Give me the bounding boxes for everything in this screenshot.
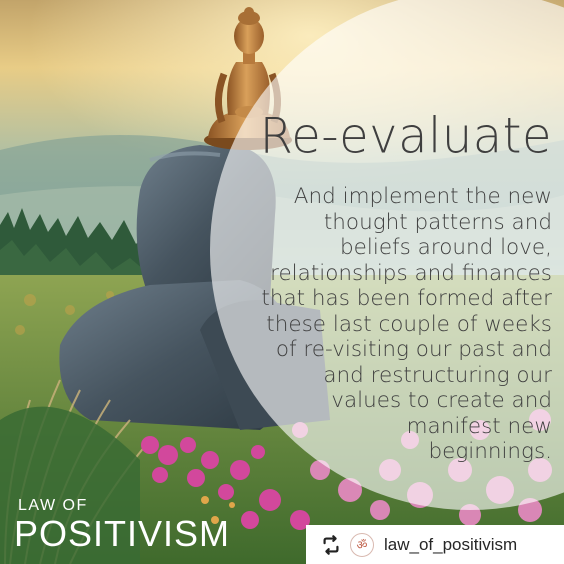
body-line: beliefs around love, — [340, 235, 552, 260]
repost-username[interactable]: law_of_positivism — [384, 534, 518, 554]
headline: Re-evaluate — [259, 107, 552, 165]
body-line: and restructuring our — [323, 362, 552, 388]
brand-line-2: POSITIVISM — [14, 513, 231, 554]
body-line: relationships and finances — [270, 260, 552, 286]
body-line: manifest new — [406, 413, 552, 439]
body-line: that has been formed after — [261, 286, 552, 311]
body-text — [222, 184, 552, 465]
body-line: of re-visiting our past and — [275, 337, 552, 362]
repost-badge[interactable] — [306, 525, 564, 564]
body-line: these last couple of weeks — [266, 311, 552, 337]
body-line: values to create and — [331, 388, 552, 413]
repost-icon — [320, 534, 342, 556]
body-line: And implement the new — [293, 184, 552, 209]
om-icon[interactable]: ॐ — [350, 533, 374, 557]
brand-line-1: LAW OF — [18, 497, 88, 514]
body-line: thought patterns and — [323, 209, 552, 235]
body-line: beginnings. — [428, 439, 552, 464]
